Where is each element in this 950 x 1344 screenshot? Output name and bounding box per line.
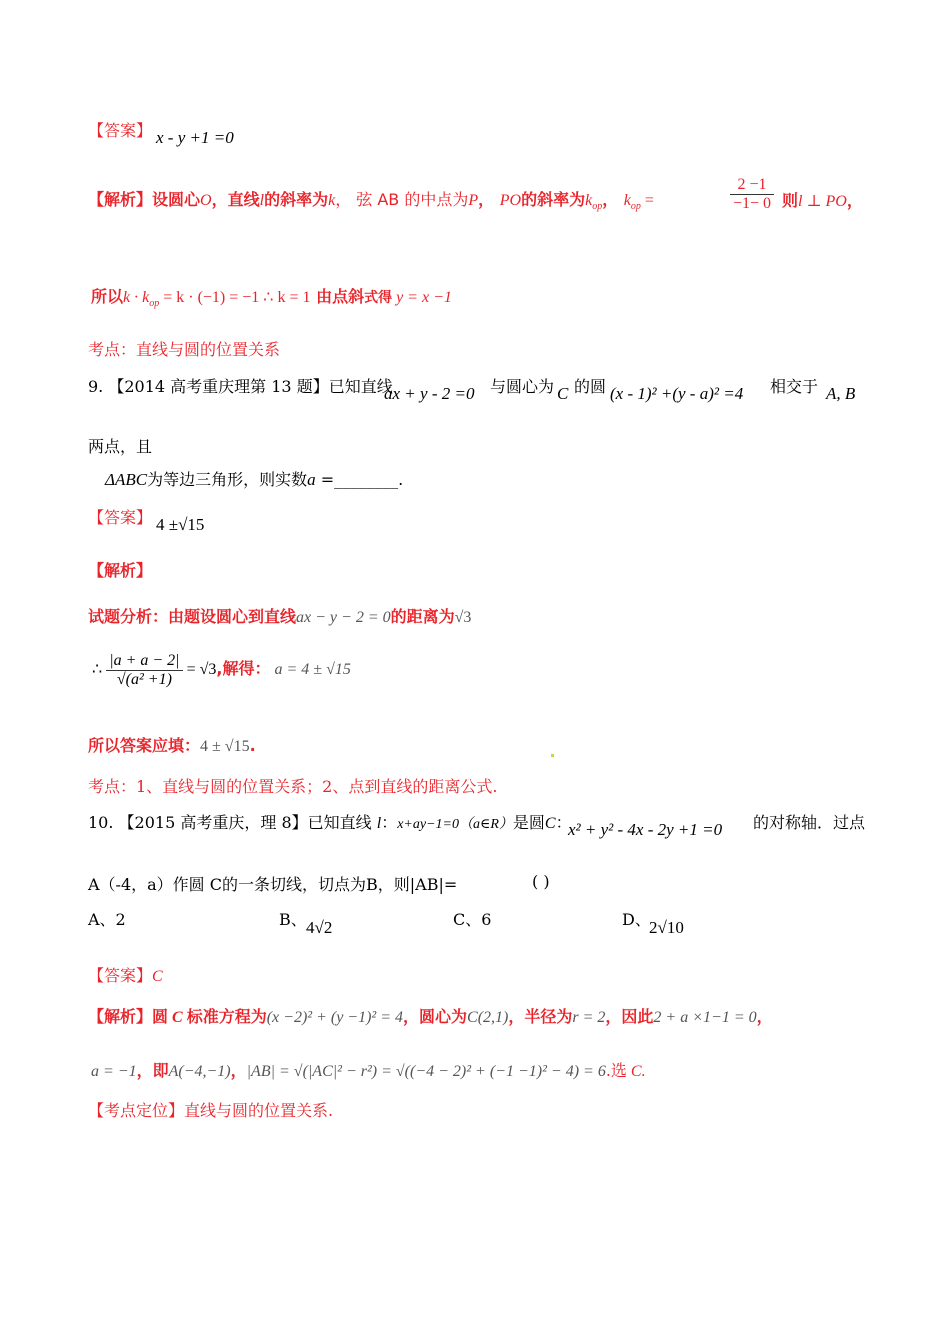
math: (x −2)² + (y −1)² = 4	[266, 1009, 404, 1026]
text: .	[249, 736, 256, 755]
q9-text-b: 与圆心为	[490, 377, 555, 396]
q9-analysis-label: 【解析】	[88, 561, 153, 580]
therefore-symbol: ∴	[92, 661, 103, 679]
math: √3	[454, 609, 472, 626]
option-b-label: B、	[279, 910, 307, 929]
math: C.	[626, 1063, 646, 1080]
q10-analysis-line-2	[91, 1058, 646, 1081]
text: ：	[555, 813, 572, 832]
q10-answer-label	[88, 963, 163, 986]
math: =	[640, 192, 654, 209]
math: |AB| = √(|AC|² − r²) = √((−4 − 2)² + (−1 −1)² − 4) = 6	[246, 1063, 606, 1080]
q10-line-1	[88, 810, 572, 833]
text: 的斜率为	[521, 190, 586, 209]
question-source: 【2014 高考重庆理第 13 题】	[108, 377, 329, 396]
question-source: 【2015 高考重庆，理 8】	[118, 813, 308, 832]
text: =________.	[315, 470, 404, 489]
q10-line-2: A（-4，a）作圆 C的一条切线，切点为B，则|AB|=	[88, 875, 458, 894]
q9-line-3	[105, 467, 403, 490]
q9-line-eq: ax + y - 2 =0	[384, 384, 475, 403]
text: .选	[605, 1061, 627, 1080]
text: ，	[756, 1007, 773, 1026]
analysis-line-1-tail	[782, 188, 863, 211]
math: k · k	[123, 289, 150, 306]
text: 所以答案应填：	[88, 736, 201, 755]
math: a	[307, 470, 316, 489]
text: ，直线	[211, 190, 260, 209]
option-b-value: 4√2	[306, 918, 333, 937]
q9-step-2	[92, 652, 351, 689]
analysis-line-2	[91, 284, 452, 309]
text: ，圆心为	[403, 1007, 468, 1026]
text: 所以	[91, 287, 124, 306]
math: A(−4,−1)	[168, 1063, 231, 1080]
fraction-denominator: −1− 0	[733, 195, 772, 212]
math: k	[623, 192, 631, 209]
q9-AB: A, B	[826, 384, 856, 403]
text: ，即	[136, 1061, 169, 1080]
q9-step-1	[88, 604, 471, 627]
q10-text-e: 的对称轴．过点	[753, 813, 866, 832]
fraction-numerator: 2 −1	[730, 176, 774, 195]
text: 标准方程为	[186, 1007, 267, 1026]
q9-step-3	[88, 733, 256, 756]
slope-fraction	[730, 176, 774, 213]
kaodian-text: 直线与圆的位置关系.	[184, 1101, 334, 1120]
math: x+ay−1=0	[397, 817, 459, 832]
text: 设圆心	[152, 190, 201, 209]
math: l	[376, 815, 382, 832]
text: 试题分析：由题设圆心到直线	[88, 607, 297, 626]
option-d-label: D、	[622, 910, 651, 929]
fraction-numerator: |a + a − 2|	[106, 652, 182, 671]
text: 则	[782, 191, 799, 210]
text: ，	[846, 191, 863, 210]
math: PO	[499, 192, 522, 209]
math: P	[468, 192, 479, 209]
math: C	[544, 815, 556, 832]
answer-value: C	[152, 968, 163, 985]
analysis-label: 【解析】	[88, 190, 153, 209]
text: ：	[381, 813, 398, 832]
math: = k · (−1) = −1 ∴ k = 1	[159, 289, 311, 306]
answer-label: 【答案】	[88, 121, 153, 140]
text: ，	[478, 190, 495, 209]
math: a = −1	[91, 1063, 137, 1080]
math: ax − y − 2 = 0	[296, 609, 391, 626]
text: ，	[230, 1061, 247, 1080]
text: 式得	[364, 290, 393, 306]
q9-C: C	[557, 384, 569, 403]
math: op	[630, 201, 641, 213]
text: 圆	[152, 1007, 169, 1026]
math: k	[328, 192, 336, 209]
q9-answer-label: 【答案】	[88, 508, 153, 527]
math: y = x −1	[392, 289, 452, 306]
math: 2 + a ×1−1 = 0	[653, 1009, 757, 1026]
math: C(2,1)	[467, 1009, 509, 1026]
q9-text-d: 相交于	[770, 377, 819, 396]
text: ，	[602, 190, 619, 209]
q10-analysis-line-1	[88, 1004, 773, 1027]
option-a: A、2	[88, 910, 126, 929]
text: 的斜率为	[264, 190, 329, 209]
text: 已知直线	[328, 377, 393, 396]
math: l	[259, 192, 265, 209]
math: r = 2	[572, 1009, 606, 1026]
math: op	[592, 201, 603, 213]
q10-kaodian	[88, 1098, 333, 1121]
q9-line-2: 两点，且	[88, 437, 153, 456]
text: ，半径为	[508, 1007, 573, 1026]
math: C	[168, 1009, 187, 1026]
text: ,解得：	[216, 659, 271, 679]
text: 是圆	[512, 813, 545, 832]
option-c: C、6	[453, 910, 492, 929]
fraction-denominator: √(a² +1)	[116, 671, 172, 688]
math: op	[149, 298, 160, 310]
math: = √3	[186, 661, 217, 679]
text: 由点斜	[310, 287, 365, 306]
kaodian-1: 考点：直线与圆的位置关系	[88, 340, 281, 359]
answer-label: 【答案】	[88, 966, 153, 985]
q9-line-1	[88, 374, 393, 397]
math: a = 4 ± √15	[274, 661, 351, 679]
math: k	[585, 192, 593, 209]
kaodian-label: 【考点定位】	[88, 1101, 185, 1120]
question-number: 10.	[88, 813, 114, 832]
q9-text-c: 的圆	[574, 377, 607, 396]
answer-value: x - y +1 =0	[156, 128, 234, 147]
math: O	[200, 192, 212, 209]
math: l ⊥ PO	[798, 193, 847, 210]
analysis-label: 【解析】	[88, 1007, 153, 1026]
text: 的距离为	[390, 607, 455, 626]
question-number: 9.	[88, 377, 104, 396]
math: （a∈R）	[458, 817, 513, 832]
math: ΔABC	[105, 470, 148, 489]
q10-paren: ( )	[532, 872, 550, 891]
text: 已知直线	[307, 813, 372, 832]
analysis-line-1	[88, 187, 654, 212]
q9-answer-value: 4 ±√15	[156, 515, 205, 534]
stray-dot	[551, 754, 554, 757]
q10-circle-eq: x² + y² - 4x - 2y +1 =0	[568, 820, 723, 839]
q9-circle-eq: (x - 1)² +(y - a)² =4	[610, 384, 744, 403]
math: 4 ± √15	[200, 738, 250, 755]
text: ， 弦 AB 的中点为	[335, 190, 469, 209]
text: 为等边三角形，则实数	[147, 470, 308, 489]
text: ，因此	[605, 1007, 654, 1026]
option-d-value: 2√10	[649, 918, 684, 937]
q9-kaodian: 考点：1、直线与圆的位置关系；2、点到直线的距离公式.	[88, 777, 498, 796]
